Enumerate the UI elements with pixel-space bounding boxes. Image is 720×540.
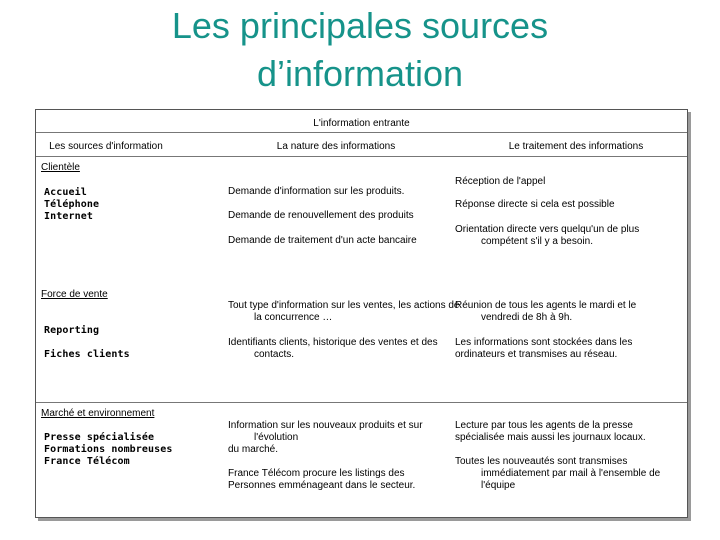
traitement-informations-stockees: Les informations sont stockées dans les ordinateurs et transmises au réseau. (455, 337, 633, 360)
section-label-marche: Marché et environnement (41, 408, 155, 419)
traitement-reponse-directe: Réponse directe si cela est possible (455, 199, 615, 210)
section-divider (36, 402, 687, 403)
nature-evolution-marche: du marché. (228, 444, 279, 455)
source-accueil: Accueil (44, 187, 87, 198)
column-header-traitement: Le traitement des informations (508, 141, 644, 152)
nature-identifiants-clients: Identifiants clients, historique des ventes et des contacts. (228, 337, 438, 360)
source-internet: Internet (44, 211, 93, 222)
source-presse-specialisee: Presse spécialisée (44, 432, 155, 443)
nature-demande-renouvellement: Demande de renouvellement des produits (228, 210, 414, 221)
nature-demande-information: Demande d'information sur les produits. (228, 186, 405, 197)
traitement-lecture-presse: Lecture par tous les agents de la presse spécialisée mais aussi les journaux locaux. (455, 420, 646, 443)
nature-demande-traitement: Demande de traitement d'un acte bancaire (228, 235, 417, 246)
traitement-nouveautes-transmises: Toutes les nouveautés sont transmises immédiatement par mail à l'ensemble de l'équipe (455, 456, 661, 491)
traitement-orientation-directe: Orientation directe vers quelqu'un de plus compétent s'il y a besoin. (455, 224, 640, 247)
column-header-divider (36, 156, 687, 157)
column-header-nature: La nature des informations (276, 141, 396, 152)
information-table (35, 109, 688, 518)
source-telephone: Téléphone (44, 199, 100, 210)
section-label-clientele: Clientèle (41, 162, 80, 173)
traitement-reception-appel: Réception de l'appel (455, 176, 546, 187)
source-france-telecom: France Télécom (44, 456, 130, 467)
slide-title (0, 2, 720, 98)
nature-nouveaux-produits: Information sur les nouveaux produits et sur l'évolution (228, 420, 423, 443)
section-label-force-de-vente: Force de vente (41, 289, 108, 300)
nature-listings-france-telecom: France Télécom procure les listings des Personnes emménageant dans le secteur. (228, 468, 416, 491)
nature-ventes-concurrence: Tout type d'information sur les ventes, les actions de la concurrence … (228, 300, 460, 323)
column-header-sources: Les sources d'information (49, 141, 163, 152)
traitement-reunion-agents: Réunion de tous les agents le mardi et le vendredi de 8h à 9h. (455, 300, 637, 323)
source-reporting: Reporting (44, 325, 100, 336)
title-line-1: Les principales sources (171, 5, 549, 46)
header-divider (36, 132, 687, 133)
header-top: L'information entrante (313, 118, 410, 129)
source-fiches-clients: Fiches clients (44, 349, 130, 360)
source-formations-nombreuses: Formations nombreuses (44, 444, 173, 455)
title-line-2: d’information (256, 53, 464, 94)
